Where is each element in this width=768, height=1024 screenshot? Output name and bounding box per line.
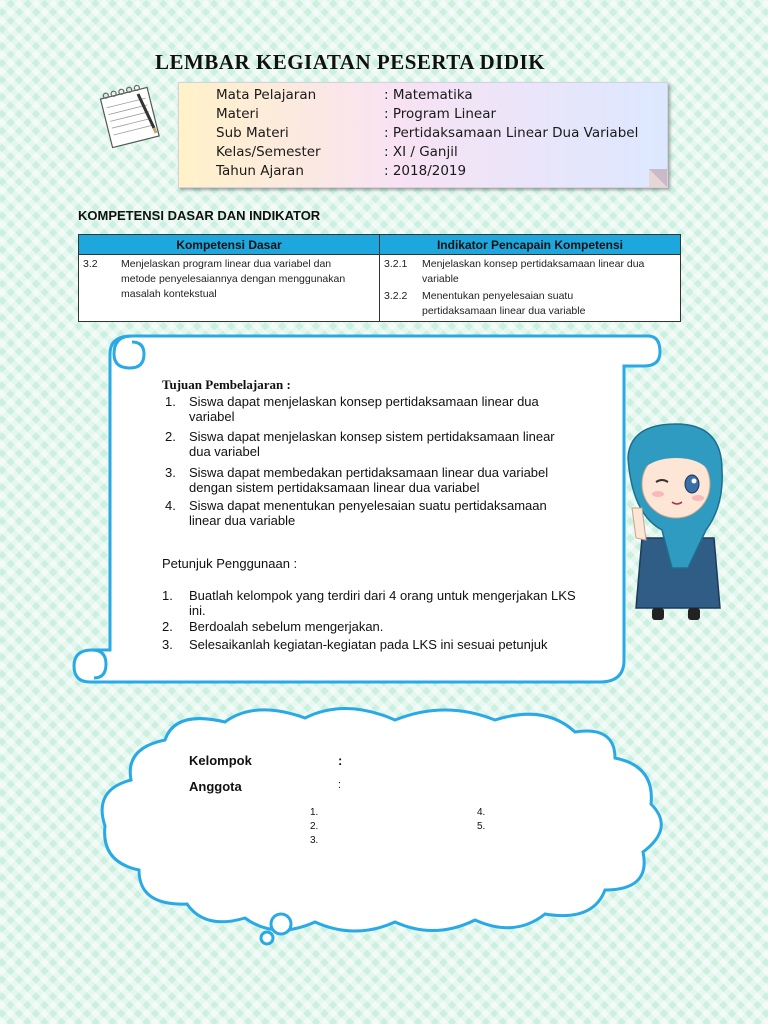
info-value: : Program Linear [384, 106, 497, 122]
list-text: Buatlah kelompok yang terdiri dari 4 orang untuk mengerjakan LKS ini. [189, 588, 576, 618]
member-slot-2: 2. [310, 821, 319, 832]
indicator-cell [380, 255, 681, 322]
info-row-submaterial [216, 125, 638, 141]
indicator-text: Menentukan penyelesaian suatu pertidaksamaan linear dua variable [422, 290, 586, 317]
kd-text: Menjelaskan program linear dua variabel dan metode penyelesaiannya dengan menggunakan masalah kontekstual [121, 258, 346, 300]
info-label: Mata Pelajaran [216, 87, 317, 103]
list-number: 3. [162, 637, 173, 652]
info-label: Sub Materi [216, 125, 289, 141]
info-row-class [216, 144, 458, 160]
list-text: Berdoalah sebelum mengerjakan. [189, 619, 384, 634]
table-header-kd: Kompetensi Dasar [79, 235, 380, 255]
info-label: Tahun Ajaran [216, 163, 304, 179]
list-text: Siswa dapat menjelaskan konsep sistem pertidaksamaan linear dua variabel [189, 429, 555, 459]
list-number: 3. [165, 465, 176, 480]
instruction-item [162, 588, 592, 618]
indicator-number: 3.2.1 [384, 258, 408, 270]
info-value: : XI / Ganjil [384, 144, 458, 160]
objective-item [165, 498, 585, 528]
objective-item [165, 394, 585, 424]
info-value: : 2018/2019 [384, 163, 467, 179]
member-slot-1: 1. [310, 807, 319, 818]
indicator-text: Menjelaskan konsep pertidaksamaan linear dua variable [422, 258, 645, 285]
instruction-item [162, 619, 592, 634]
info-row-subject [216, 87, 473, 103]
list-text: Selesaikanlah kegiatan-kegiatan pada LKS ini sesuai petunjuk [189, 637, 548, 652]
page-title: LEMBAR KEGIATAN PESERTA DIDIK [154, 50, 546, 74]
info-row-material [216, 106, 496, 122]
competency-heading: KOMPETENSI DASAR DAN INDIKATOR [78, 208, 321, 223]
list-number: 4. [165, 498, 176, 513]
table-header-indicator: Indikator Pencapain Kompetensi [380, 235, 681, 255]
kd-number: 3.2 [83, 258, 98, 270]
info-value: : Pertidaksamaan Linear Dua Variabel [384, 125, 639, 141]
group-label: Kelompok [189, 753, 252, 768]
list-number: 1. [162, 588, 173, 603]
notepad-pencil-icon [92, 82, 170, 152]
group-cloud-box [95, 700, 675, 950]
competency-table [78, 234, 681, 322]
objectives-heading: Tujuan Pembelajaran : [162, 377, 291, 392]
instructions-heading: Petunjuk Penggunaan : [162, 556, 298, 571]
list-text: Siswa dapat menentukan penyelesaian suatu pertidaksamaan linear dua variable [189, 498, 547, 528]
list-number: 2. [165, 429, 176, 444]
indicator-number: 3.2.2 [384, 290, 408, 302]
info-label: Materi [216, 106, 259, 122]
subject-info-card [178, 82, 668, 188]
group-colon: : [338, 753, 343, 768]
member-slot-5: 5. [477, 821, 486, 832]
members-label: Anggota [189, 779, 242, 794]
objective-item [165, 429, 585, 459]
info-label: Kelas/Semester [216, 144, 321, 160]
kd-cell [79, 255, 380, 322]
list-text: Siswa dapat menjelaskan konsep pertidaksamaan linear dua variabel [189, 394, 539, 424]
list-number: 2. [162, 619, 173, 634]
member-slot-4: 4. [477, 807, 486, 818]
student-girl-illustration [622, 418, 730, 628]
info-value: : Matematika [384, 87, 473, 103]
members-colon: : [338, 779, 342, 791]
list-text: Siswa dapat membedakan pertidaksamaan linear dua variabel dengan sistem pertidaksamaan linear dua variabel [189, 465, 549, 495]
table-row [79, 255, 681, 322]
list-number: 1. [165, 394, 176, 409]
instruction-item [162, 637, 602, 652]
info-row-year [216, 163, 466, 179]
page-fold [649, 169, 667, 187]
objective-item [165, 465, 585, 495]
member-slot-3: 3. [310, 835, 319, 846]
